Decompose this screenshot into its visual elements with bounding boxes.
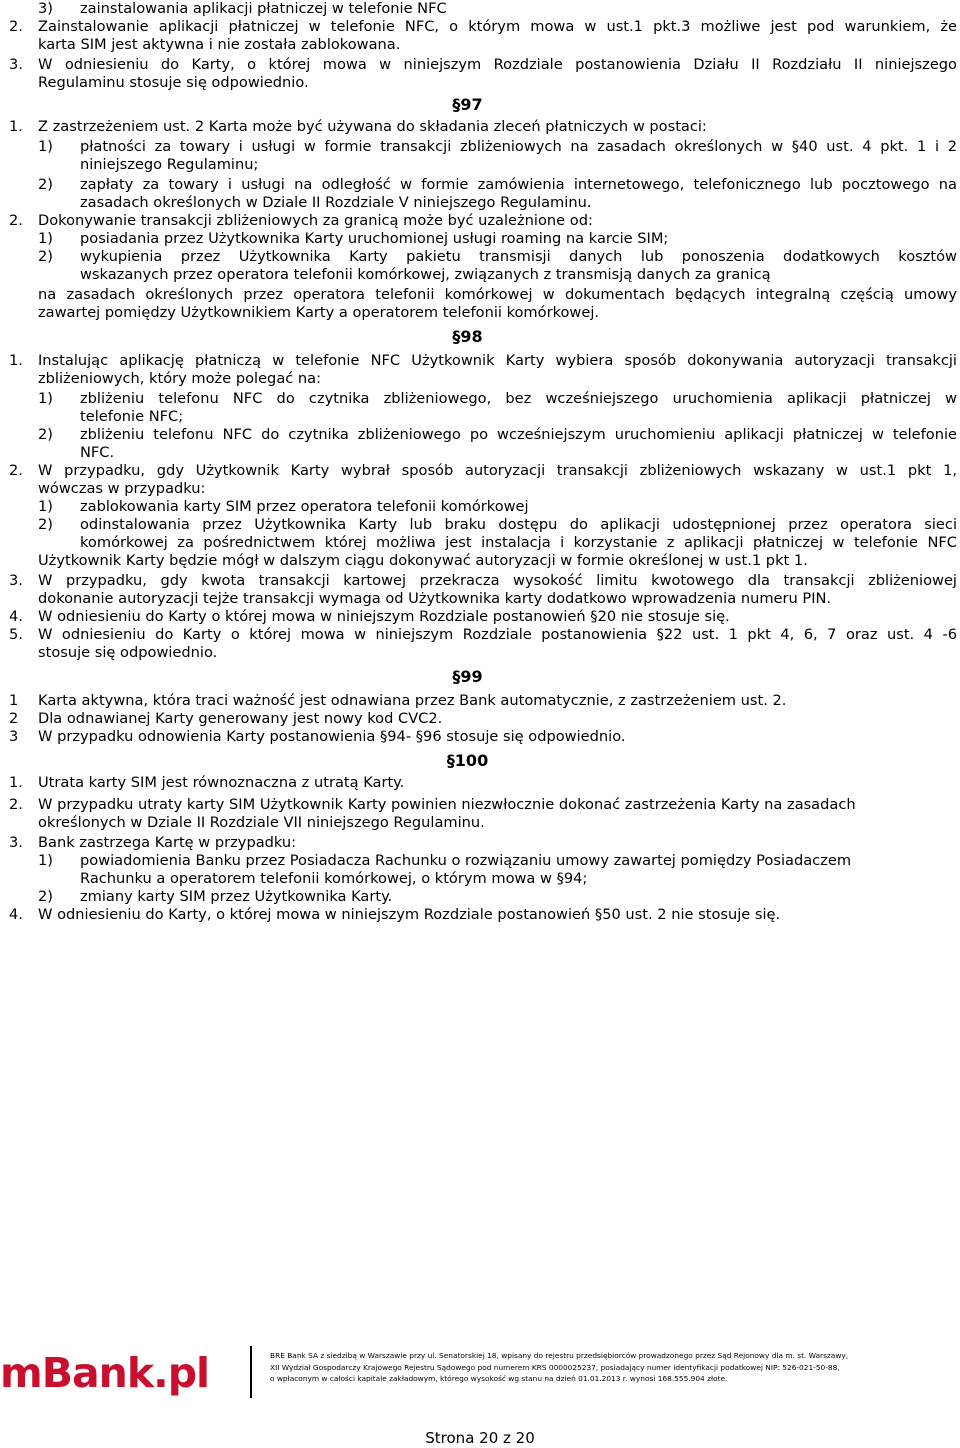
text-line — [0, 248, 960, 266]
line-text: zbliżeniu telefonu NFC do czytnika zbliżeniowego po wcześniejszym uruchomieniu aplikacji płatniczej w telefonie — [80, 426, 957, 443]
line-text: Instalując aplikację płatniczą w telefonie NFC Użytkownik Karty wybiera sposób dokonywania autoryzacji transakcji — [38, 352, 957, 369]
line-text: zainstalowania aplikacji płatniczej w telefonie NFC — [80, 0, 447, 17]
line-text: Dokonywanie transakcji zbliżeniowych za granicą może być uzależnione od: — [38, 212, 593, 229]
line-text: Zainstalowanie aplikacji płatniczej w telefonie NFC, o którym mowa w ust.1 pkt.3 możliwe jest pod warunkiem, że — [38, 18, 957, 35]
item-number: 2) — [38, 516, 53, 533]
text-line — [0, 728, 960, 746]
text-line — [0, 0, 960, 18]
item-number: 3. — [9, 56, 23, 73]
text-line — [0, 498, 960, 516]
item-number: 3 — [9, 728, 19, 745]
line-text: W odniesieniu do Karty o której mowa w niniejszym Rozdziale postanowienia §22 ust. 1 pkt 4, 6, 7 oraz ust. 4 -6 — [38, 626, 957, 643]
text-line — [0, 462, 960, 480]
line-text: płatności za towary i usługi w formie transakcji zbliżeniowych na zasadach określonych w §40 ust. 4 pkt. 1 i 2 — [80, 138, 957, 155]
item-number: 2. — [9, 18, 23, 35]
item-number: 1. — [9, 118, 23, 135]
line-text: W przypadku, gdy Użytkownik Karty wybrał sposób autoryzacji transakcji zbliżeniowych wskazany w ust.1 pkt 1, — [38, 462, 957, 479]
item-number: 1) — [38, 498, 53, 515]
page-footer — [0, 1340, 960, 1400]
section-heading — [0, 752, 960, 770]
line-text: Rachunku a operatorem telefonii komórkowej, o którym mowa w §94; — [80, 870, 588, 887]
item-number: 1) — [38, 138, 53, 155]
text-line — [0, 516, 960, 534]
item-number: 1. — [9, 352, 23, 369]
text-line — [0, 426, 960, 444]
text-line — [0, 286, 960, 304]
line-text: W przypadku odnowienia Karty postanowienia §94- §96 stosuje się odpowiednio. — [38, 728, 626, 745]
text-line — [0, 834, 960, 852]
line-text: wykupienia przez Użytkownika Karty pakietu transmisji danych lub ponoszenia dodatkowych kosztów — [80, 248, 957, 265]
mbank-logo: mBank.pl — [0, 1349, 210, 1397]
section-heading-text: §99 — [452, 667, 483, 686]
line-text: stosuje się odpowiednio. — [38, 644, 218, 661]
legal-line: o wpłaconym w całości kapitale zakładowym, którego wysokość wg stanu na dzień 01.01.2013 r. wynosi 168.555.904 złote. — [270, 1374, 728, 1383]
line-text: W przypadku utraty karty SIM Użytkownik Karty powinien niezwłocznie dokonać zastrzeżenia Karty na zasadach — [38, 796, 856, 813]
text-line — [0, 74, 960, 92]
text-line — [0, 644, 960, 662]
section-heading — [0, 96, 960, 114]
line-text: W przypadku, gdy kwota transakcji kartowej przekracza wysokość limitu kwotowego dla transakcji zbliżeniowej — [38, 572, 957, 589]
text-line — [0, 480, 960, 498]
text-line — [0, 870, 960, 888]
text-line — [0, 814, 960, 832]
legal-line: XII Wydział Gospodarczy Krajowego Rejestru Sądowego pod numerem KRS 0000025237, posiadający numer identyfikacji podatkowej NIP: 526-021-50-88, — [270, 1362, 840, 1372]
text-line — [0, 304, 960, 322]
item-number: 2 — [9, 710, 19, 727]
line-text: Użytkownik Karty będzie mógł w dalszym ciągu dokonywać autoryzacji w formie określonej w ust.1 pkt 1. — [38, 552, 808, 569]
text-line — [0, 370, 960, 388]
page-number: Strona 20 z 20 — [425, 1429, 535, 1447]
item-number: 2. — [9, 212, 23, 229]
item-number: 1) — [38, 230, 53, 247]
text-line — [0, 212, 960, 230]
line-text: wówczas w przypadku: — [38, 480, 206, 497]
line-text: Regulaminu stosuje się odpowiednio. — [38, 74, 309, 91]
line-text: Z zastrzeżeniem ust. 2 Karta może być używana do składania zleceń płatniczych w postaci: — [38, 118, 707, 135]
item-number: 1) — [38, 390, 53, 407]
line-text: Bank zastrzega Kartę w przypadku: — [38, 834, 297, 851]
text-line — [0, 56, 960, 74]
item-number: 4. — [9, 906, 23, 923]
line-text: dokonanie autoryzacji tejże transakcji wymaga od Użytkownika karty dodatkowo wprowadzenia numeru PIN. — [38, 590, 832, 607]
legal-notice — [270, 1350, 930, 1385]
line-text: zasadach określonych w Dziale II Rozdziale V niniejszego Regulaminu. — [80, 194, 592, 211]
text-line — [0, 408, 960, 426]
item-number: 3. — [9, 572, 23, 589]
item-number: 2. — [9, 462, 23, 479]
line-text: określonych w Dziale II Rozdziale VII niniejszego Regulaminu. — [38, 814, 485, 831]
text-line — [0, 36, 960, 54]
text-line — [0, 552, 960, 570]
text-line — [0, 888, 960, 906]
section-heading-text: §98 — [452, 327, 483, 346]
line-text: komórkowej za pośrednictwem której możliwa jest instalacja i korzystanie z aplikacji płatniczej w telefonie NFC — [80, 534, 957, 551]
text-line — [0, 852, 960, 870]
line-text: niniejszego Regulaminu; — [80, 156, 259, 173]
item-number: 2) — [38, 888, 53, 905]
text-line — [0, 796, 960, 814]
item-number: 5. — [9, 626, 23, 643]
line-text: na zasadach określonych przez operatora telefonii komórkowej w dokumentach będących integralną częścią umowy — [38, 286, 957, 303]
line-text: karta SIM jest aktywna i nie została zablokowana. — [38, 36, 401, 53]
item-number: 1. — [9, 774, 23, 791]
item-number: 1) — [38, 852, 53, 869]
item-number: 4. — [9, 608, 23, 625]
section-heading-text: §97 — [452, 95, 483, 114]
item-number: 2. — [9, 796, 23, 813]
item-number: 3) — [38, 0, 53, 17]
line-text: NFC. — [80, 444, 115, 461]
line-text: zablokowania karty SIM przez operatora telefonii komórkowej — [80, 498, 529, 515]
line-text: telefonie NFC; — [80, 408, 184, 425]
text-line — [0, 692, 960, 710]
line-text: zbliżeniu telefonu NFC do czytnika zbliżeniowego, bez wcześniejszego uruchomienia aplikacji płatniczej w — [80, 390, 957, 407]
text-line — [0, 118, 960, 136]
line-text: Karta aktywna, która traci ważność jest odnawiana przez Bank automatycznie, z zastrzeżeniem ust. 2. — [38, 692, 787, 709]
item-number: 2) — [38, 426, 53, 443]
line-text: zawartej pomiędzy Użytkownikiem Karty a operatorem telefonii komórkowej. — [38, 304, 600, 321]
line-text: W odniesieniu do Karty, o której mowa w niniejszym Rozdziale postanowień §50 ust. 2 nie stosuje się. — [38, 906, 781, 923]
text-line — [0, 18, 960, 36]
line-text: Dla odnawianej Karty generowany jest nowy kod CVC2. — [38, 710, 443, 727]
line-text: powiadomienia Banku przez Posiadacza Rachunku o rozwiązaniu umowy zawartej pomiędzy Posiadaczem — [80, 852, 852, 869]
line-text: W odniesieniu do Karty o której mowa w niniejszym Rozdziale postanowień §20 nie stosuje się. — [38, 608, 730, 625]
legal-line: BRE Bank SA z siedzibą w Warszawie przy ul. Senatorskiej 18, wpisany do rejestru przedsiębiorców prowadzonego przez Sąd Rejonowy dla m. st. Warszawy, — [270, 1351, 849, 1360]
line-text: W odniesieniu do Karty, o której mowa w niniejszym Rozdziale postanowienia Działu II Rozdziału II niniejszego — [38, 56, 957, 73]
line-text: zapłaty za towary i usługi na odległość w formie zamówienia internetowego, telefonicznego lub pocztowego na — [80, 176, 957, 193]
text-line — [0, 534, 960, 552]
text-line — [0, 156, 960, 174]
line-text: wskazanych przez operatora telefonii komórkowej, związanych z transmisją danych za granicą — [80, 266, 771, 283]
text-line — [0, 230, 960, 248]
footer-divider — [250, 1346, 252, 1398]
item-number: 1 — [9, 692, 19, 709]
text-line — [0, 710, 960, 728]
line-text: Utrata karty SIM jest równoznaczna z utratą Karty. — [38, 774, 405, 791]
text-line — [0, 194, 960, 212]
text-line — [0, 626, 960, 644]
text-line — [0, 906, 960, 924]
section-heading — [0, 668, 960, 686]
text-line — [0, 774, 960, 792]
text-line — [0, 444, 960, 462]
section-heading-text: §100 — [446, 751, 489, 770]
line-text: zbliżeniowych, który może polegać na: — [38, 370, 322, 387]
section-heading — [0, 328, 960, 346]
line-text: posiadania przez Użytkownika Karty uruchomionej usługi roaming na karcie SIM; — [80, 230, 669, 247]
item-number: 2) — [38, 248, 53, 265]
text-line — [0, 390, 960, 408]
text-line — [0, 266, 960, 284]
text-line — [0, 608, 960, 626]
item-number: 2) — [38, 176, 53, 193]
line-text: odinstalowania przez Użytkownika Karty lub braku dostępu do aplikacji udostępnionej przez operatora sieci — [80, 516, 957, 533]
text-line — [0, 352, 960, 370]
text-line — [0, 572, 960, 590]
text-line — [0, 176, 960, 194]
line-text: zmiany karty SIM przez Użytkownika Karty. — [80, 888, 393, 905]
text-line — [0, 138, 960, 156]
item-number: 3. — [9, 834, 23, 851]
text-line — [0, 590, 960, 608]
